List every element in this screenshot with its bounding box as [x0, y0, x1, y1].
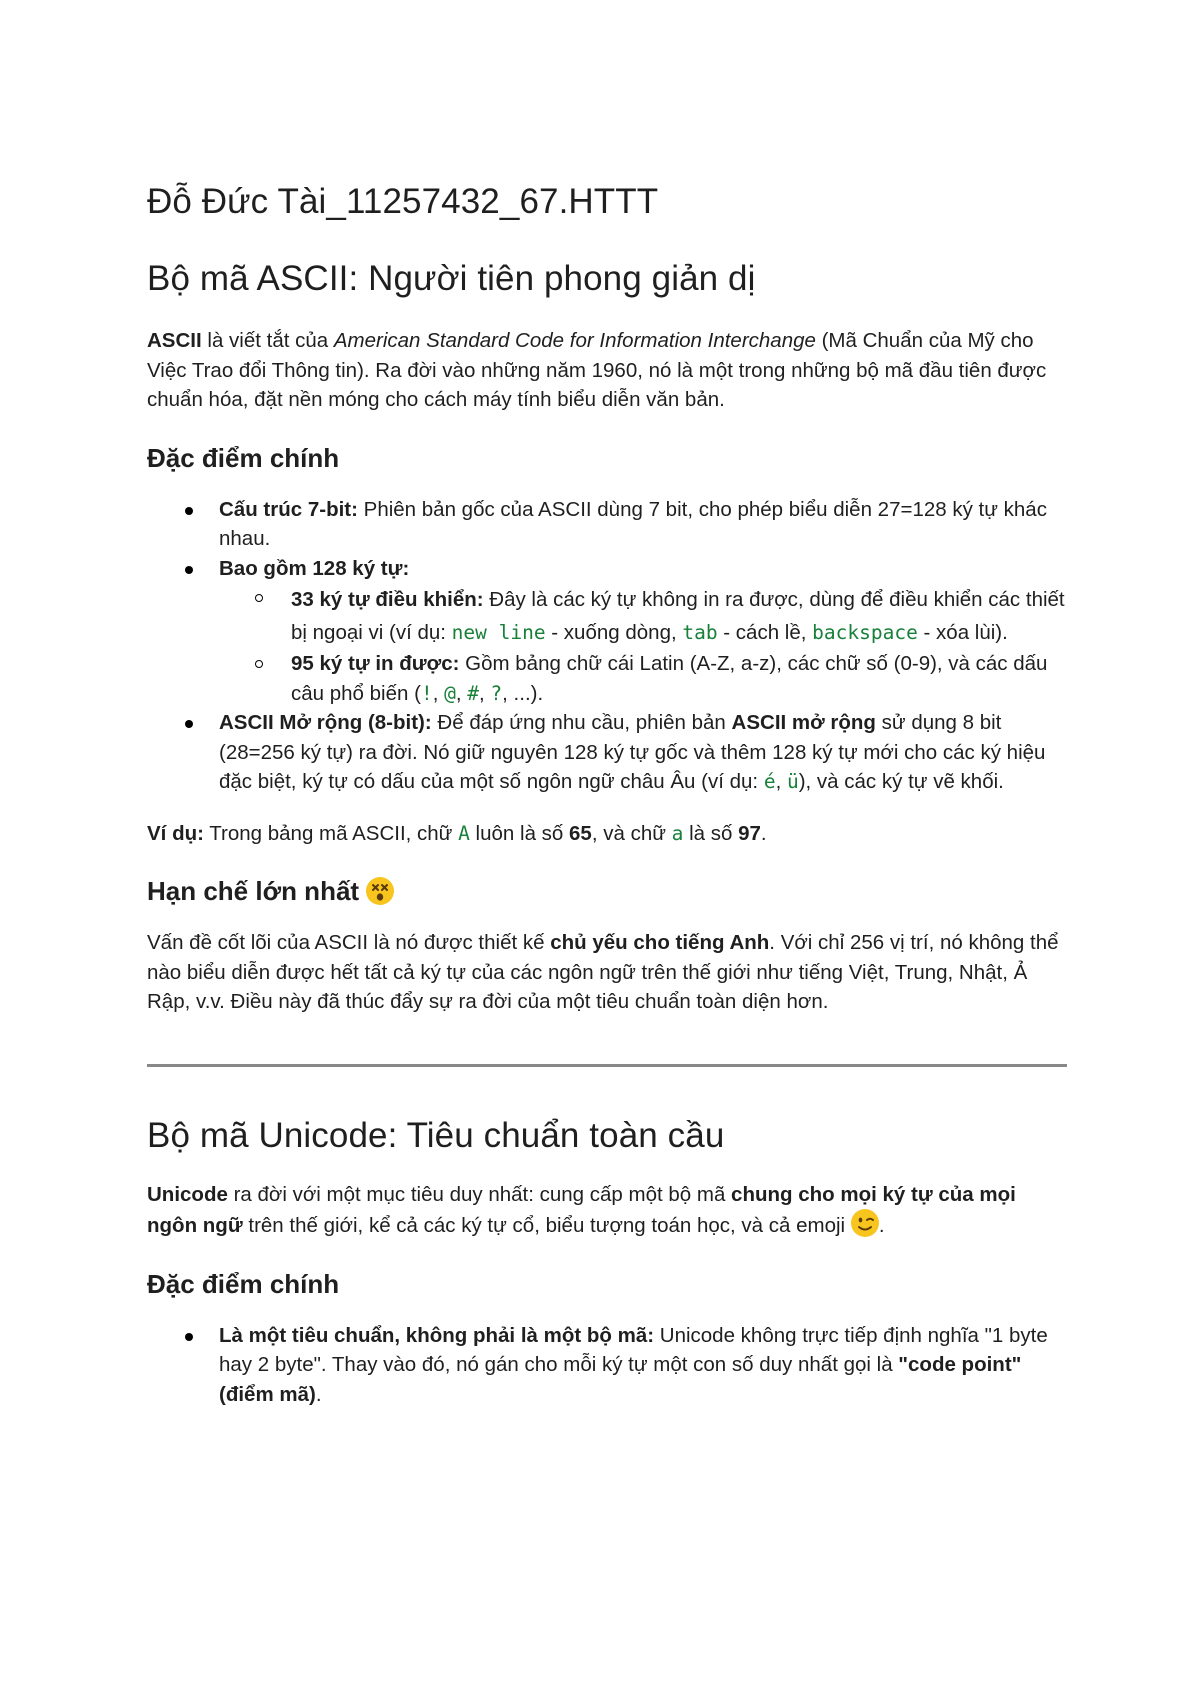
code-span: new line [451, 621, 546, 644]
list-item: 33 ký tự điều khiển: Đây là các ký tự không in ra được, dùng để điều khiển các thiết bị ngoại vi (ví dụ: new line - xuống dòng, tab - cách lề, backspace - xóa lùi). [219, 583, 1067, 649]
document-title: Đỗ Đức Tài_11257432_67.HTTT [147, 182, 659, 221]
dizzy-face-icon [366, 877, 394, 905]
code-span: a [671, 821, 684, 845]
code-span: ü [786, 770, 799, 793]
code-span: ! [420, 681, 433, 705]
unicode-features-heading: Đặc điểm chính [147, 1268, 340, 1299]
code-span: A [458, 821, 470, 845]
document-page [147, 178, 1067, 1409]
bullet-icon [185, 507, 193, 515]
ascii-features-heading: Đặc điểm chính [147, 442, 340, 473]
list-item: Bao gồm 128 ký tự: 33 ký tự điều khiển: Đây là các ký tự không in ra được, dùng để điều khiển các thiết bị ngoại vi (ví dụ: new line - xuống dòng, tab - cách lề, backspace - xóa lùi). 95 ký tự in được: Gồm bảng chữ cái Latin (A-Z, a-z), các chữ số (0-9), và các dấu câu phổ biến (!, @, #, ?, ...). [147, 554, 1067, 709]
list-item: Cấu trúc 7-bit: Phiên bản gốc của ASCII dùng 7 bit, cho phép biểu diễn 27=128 ký tự khác nhau. [147, 495, 1067, 554]
code-span: ? [490, 681, 503, 705]
list-item: ASCII Mở rộng (8-bit): Để đáp ứng nhu cầu, phiên bản ASCII mở rộng sử dụng 8 bit (28=256 ký tự) ra đời. Nó giữ nguyên 128 ký tự gốc và thêm 128 ký tự mới cho các ký hiệu đặc biệt, ký tự có dấu của một số ngôn ngữ châu Âu (ví dụ: é, ü), và các ký tự vẽ khối. [147, 708, 1067, 797]
list-item: 95 ký tự in được: Gồm bảng chữ cái Latin (A-Z, a-z), các chữ số (0-9), và các dấu câu phổ biến (!, @, #, ?, ...). [219, 649, 1067, 708]
hollow-bullet-icon [255, 660, 263, 668]
unicode-heading: Bộ mã Unicode: Tiêu chuẩn toàn cầu [147, 1115, 725, 1155]
winking-face-icon [851, 1209, 879, 1237]
unicode-intro: Unicode ra đời với một mục tiêu duy nhất: cung cấp một bộ mã chung cho mọi ký tự của mọi ngôn ngữ trên thế giới, kể cả các ký tự cổ, biểu tượng toán học, và cả emoji . [147, 1182, 1016, 1237]
code-span: @ [444, 681, 456, 705]
unicode-feature-list [147, 1321, 1067, 1410]
ascii-limit-paragraph: Vấn đề cốt lõi của ASCII là nó được thiết kế chủ yếu cho tiếng Anh. Với chỉ 256 vị trí, nó không thể nào biểu diễn được hết tất cả ký tự của các ngôn ngữ trên thế giới như tiếng Việt, Trung, Nhật, Ả Rập, v.v. Điều này đã thúc đẩy sự ra đời của một tiêu chuẩn toàn diện hơn. [147, 931, 1059, 1013]
section-divider [147, 1064, 1067, 1067]
ascii-example: Ví dụ: Trong bảng mã ASCII, chữ A luôn là số 65, và chữ a là số 97. [147, 821, 767, 845]
ascii-intro: ASCII là viết tắt của American Standard Code for Information Interchange (Mã Chuẩn của Mỹ cho Việc Trao đổi Thông tin). Ra đời vào những năm 1960, nó là một trong những bộ mã đầu tiên được chuẩn hóa, đặt nền móng cho cách máy tính biểu diễn văn bản. [147, 329, 1047, 411]
ascii-heading: Bộ mã ASCII: Người tiên phong giản dị [147, 259, 756, 298]
bullet-icon [185, 1333, 193, 1341]
code-span: backspace [812, 621, 918, 644]
list-item: Là một tiêu chuẩn, không phải là một bộ mã: Unicode không trực tiếp định nghĩa "1 byte hay 2 byte". Thay vào đó, nó gán cho mỗi ký tự một con số duy nhất gọi là "code point" (điểm mã). [147, 1321, 1067, 1410]
code-span: # [467, 681, 479, 705]
code-span: é [763, 770, 776, 793]
ascii-limit-heading: Hạn chế lớn nhất [147, 874, 1067, 908]
hollow-bullet-icon [255, 594, 263, 602]
bullet-icon [185, 566, 193, 574]
bullet-icon [185, 720, 193, 728]
ascii-subfeature-list [219, 583, 1067, 708]
ascii-feature-list [147, 495, 1067, 797]
code-span: tab [682, 621, 718, 644]
